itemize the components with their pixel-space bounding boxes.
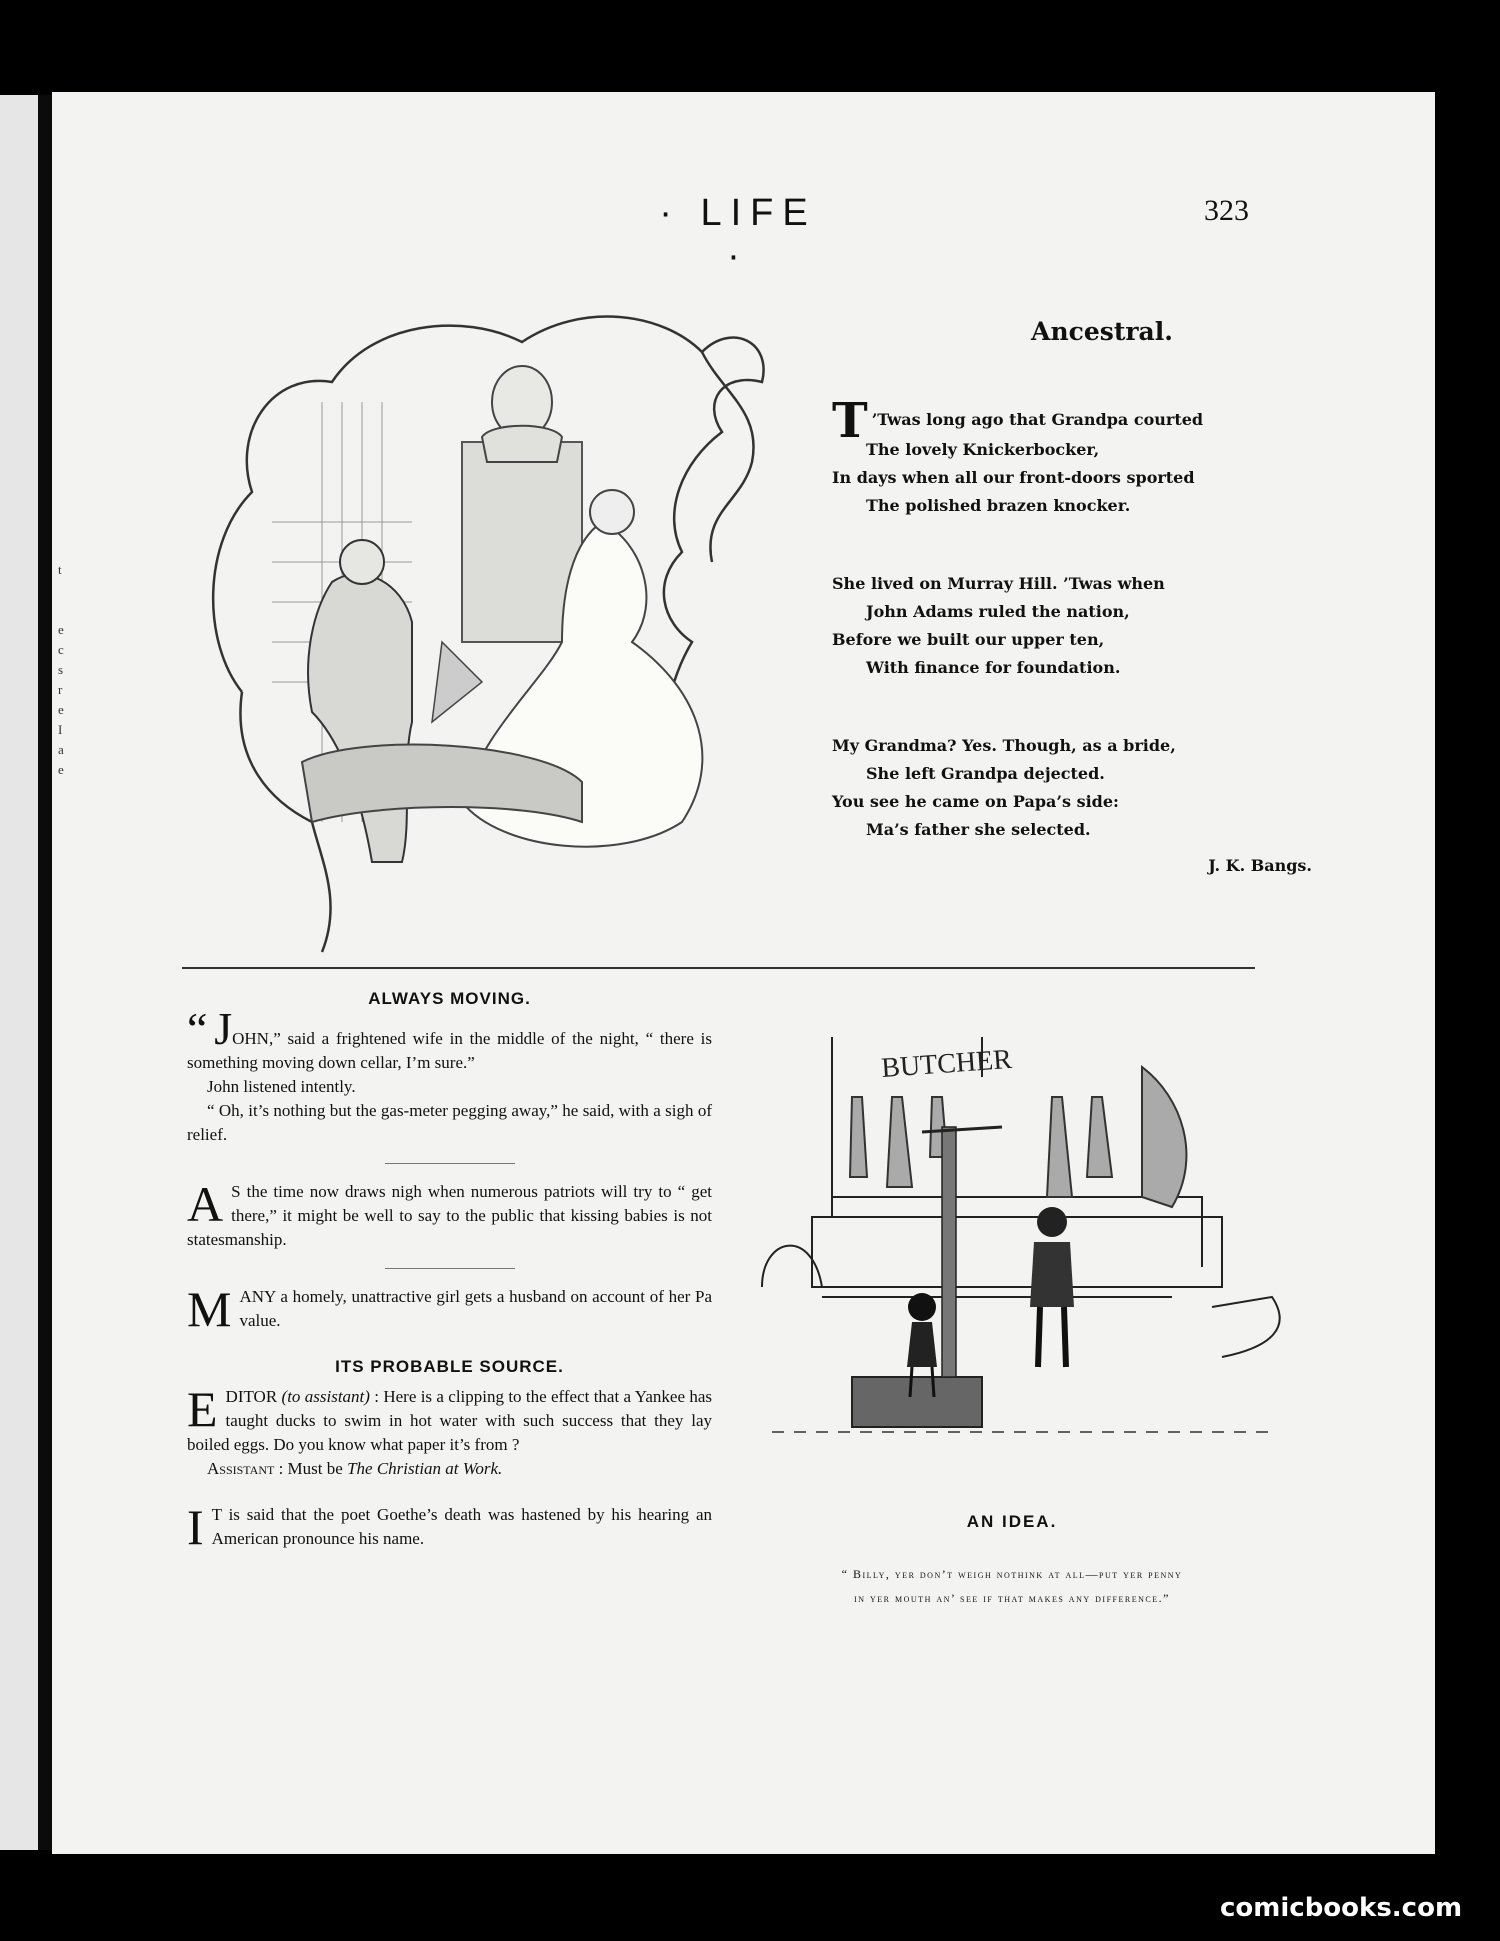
short-rule <box>385 1268 515 1269</box>
poem-stanza-1: T ’Twas long ago that Grandpa courted The lovely Knickerbocker, In days when all our front-doors sported The polished brazen knocker. <box>832 393 1204 515</box>
goethe-paragraph: I T is said that the poet Goethe’s death was hastened by his hearing an American pronounce his name. <box>187 1499 712 1555</box>
poem-author: J. K. Bangs. <box>1208 856 1312 875</box>
poem-stanza-2: She lived on Murray Hill. ’Twas when John Adams ruled the nation, Before we built our upper ten, With finance for foundation. <box>832 574 1165 677</box>
always-moving-paragraph: “ JOHN,” said a frightened wife in the middle of the night, “ there is something moving down cellar, I’m sure.” <box>187 1003 712 1072</box>
page-number: 323 <box>1204 194 1249 227</box>
poem-drop-cap: T <box>832 393 868 449</box>
previous-page-edge <box>0 95 38 1850</box>
section-divider <box>182 967 1255 969</box>
left-text-column: ALWAYS MOVING. “ JOHN,” said a frightened wife in the middle of the night, “ there is something moving down cellar, I’m sure.” John listened intently. “ Oh, it’s nothing but the gas-meter pegging away,” he said, with a sigh of relief. A S the time now draws nigh when numerous patriots will try to “ get there,” it might be well to say to the public that kissing babies is not statesmanship. MANY a homely, unattractive girl gets a husband on account of her Pa value. ITS PROBABLE SOURCE. EDITOR (to assistant) : Here is a clipping to the effect that a Yankee has taught ducks to swim in hot water with such success that they lay boiled eggs. Do you know what paper it’s from ? Assistant : Must be The Christian at Work. I T is said that the poet Goethe’s death was hastened by his hearing an American pronounce his name. <box>187 989 713 1555</box>
butcher-sign: BUTCHER <box>880 1043 1013 1084</box>
poem-title: Ancestral. <box>1031 317 1173 346</box>
patriots-paragraph: A S the time now draws nigh when numerous patriots will try to “ get there,” it might be well to say to the public that kissing babies is not statesmanship. <box>187 1176 712 1249</box>
previous-page-text-fragments: t e c s r e I a e <box>58 562 64 777</box>
site-watermark: comicbooks.com <box>1220 1893 1463 1923</box>
rococo-couple-illustration <box>162 262 862 962</box>
butcher-shop-cartoon <box>752 1037 1292 1477</box>
cartoon-title: AN IDEA. <box>966 1512 1058 1531</box>
heading-its-probable-source: ITS PROBABLE SOURCE. <box>335 1357 564 1376</box>
magazine-title: · LIFE · <box>659 192 817 277</box>
poem-stanza-3: My Grandma? Yes. Though, as a bride, She left Grandpa dejected. You see he came on Papa’s side: Ma’s father she selected. <box>832 736 1176 839</box>
magazine-page <box>52 92 1435 1854</box>
cartoon-caption: “ Billy, yer don’t weigh nothink at all—put yer penny in yer mouth an’ see if that makes any difference.” <box>841 1567 1183 1605</box>
probable-source-paragraph: EDITOR (to assistant) : Here is a clipping to the effect that a Yankee has taught ducks to swim in hot water with such success that they lay boiled eggs. Do you know what paper it’s from ? <box>187 1381 713 1454</box>
poem-ancestral <box>832 317 1332 875</box>
assistant-reply: Assistant : Must be The Christian at Work. <box>207 1459 503 1478</box>
heading-always-moving: ALWAYS MOVING. <box>368 989 531 1008</box>
short-rule <box>385 1163 515 1164</box>
homely-girl-paragraph: MANY a homely, unattractive girl gets a husband on account of her Pa value. <box>187 1281 712 1337</box>
binding-gutter <box>38 95 52 1850</box>
